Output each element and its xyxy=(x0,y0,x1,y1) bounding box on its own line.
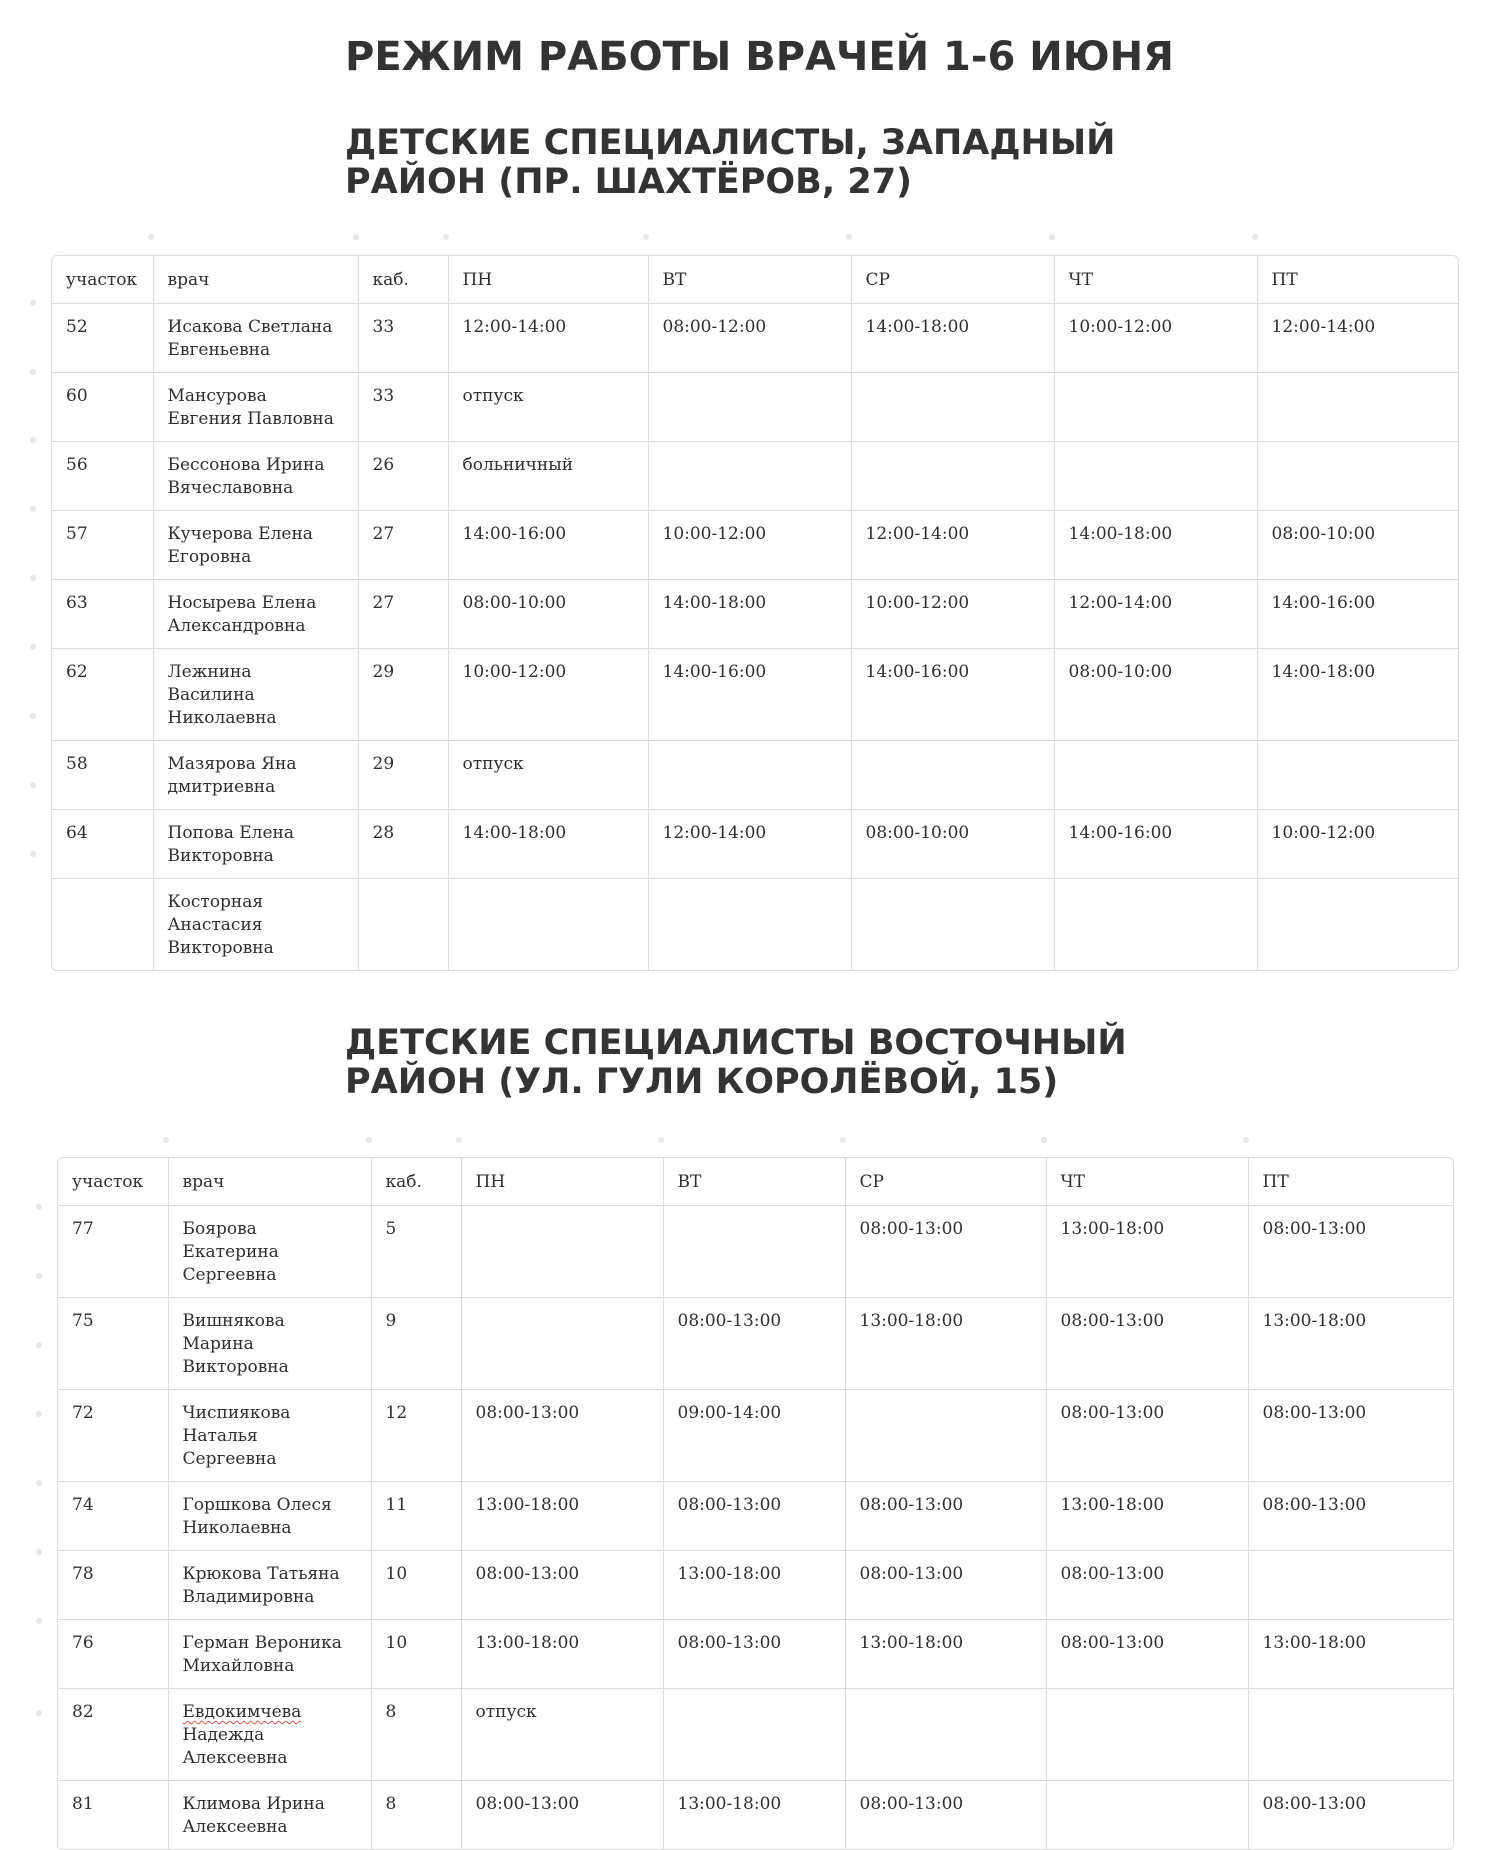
cell-sr: 08:00-13:00 xyxy=(845,1482,1046,1551)
cell-vrach: Вишнякова Марина Викторовна xyxy=(168,1298,371,1390)
cell-vt xyxy=(648,741,851,810)
cell-sr: 10:00-12:00 xyxy=(851,580,1054,649)
cell-vt: 08:00-12:00 xyxy=(648,304,851,373)
editor-handle-dot xyxy=(36,1480,42,1486)
cell-kab: 29 xyxy=(358,741,448,810)
column-header-uchastok: участок xyxy=(58,1158,168,1206)
section-heading-line: ДЕТСКИЕ СПЕЦИАЛИСТЫ, ЗАПАДНЫЙ xyxy=(345,123,1116,163)
editor-handle-dot xyxy=(30,851,36,857)
vrach-surname-misspelled: Евдокимчева xyxy=(182,1702,302,1722)
cell-cht xyxy=(1054,879,1257,971)
cell-cht: 13:00-18:00 xyxy=(1046,1206,1248,1298)
table-row xyxy=(52,580,1458,649)
vrach-name-rest: Надежда Алексеевна xyxy=(182,1725,288,1768)
column-header-cht: ЧТ xyxy=(1054,256,1257,304)
editor-handle-dot xyxy=(366,1137,372,1143)
column-header-vrach: врач xyxy=(168,1158,371,1206)
cell-pn: больничный xyxy=(448,442,648,511)
cell-pt: 08:00-13:00 xyxy=(1248,1206,1453,1298)
table-row xyxy=(52,304,1458,373)
editor-handle-dot xyxy=(1049,234,1055,240)
cell-pn: 10:00-12:00 xyxy=(448,649,648,741)
cell-vt: 08:00-13:00 xyxy=(663,1620,845,1689)
editor-handle-dot xyxy=(846,234,852,240)
cell-kab: 5 xyxy=(371,1206,461,1298)
cell-pn: отпуск xyxy=(461,1689,663,1781)
cell-cht: 10:00-12:00 xyxy=(1054,304,1257,373)
cell-pn: 08:00-13:00 xyxy=(461,1551,663,1620)
cell-sr xyxy=(851,879,1054,971)
cell-pt: 13:00-18:00 xyxy=(1248,1298,1453,1390)
editor-handle-dot xyxy=(36,1342,42,1348)
cell-pn: 13:00-18:00 xyxy=(461,1482,663,1551)
cell-sr: 14:00-18:00 xyxy=(851,304,1054,373)
table-row xyxy=(52,879,1458,971)
editor-handle-dot xyxy=(30,369,36,375)
cell-pn: отпуск xyxy=(448,373,648,442)
editor-handle-dot xyxy=(30,575,36,581)
cell-vt: 08:00-13:00 xyxy=(663,1482,845,1551)
editor-handle-dot xyxy=(456,1137,462,1143)
table-header-row xyxy=(58,1158,1453,1206)
cell-sr xyxy=(845,1689,1046,1781)
cell-cht xyxy=(1054,442,1257,511)
cell-pn: 14:00-16:00 xyxy=(448,511,648,580)
column-header-kab: каб. xyxy=(371,1158,461,1206)
editor-handle-dot xyxy=(643,234,649,240)
cell-kab: 33 xyxy=(358,304,448,373)
table-row xyxy=(58,1390,1453,1482)
cell-vrach xyxy=(168,1689,371,1781)
cell-pt xyxy=(1257,879,1458,971)
table-header-row xyxy=(52,256,1458,304)
table-row xyxy=(52,373,1458,442)
cell-cht: 08:00-13:00 xyxy=(1046,1390,1248,1482)
editor-handle-dot xyxy=(840,1137,846,1143)
cell-cht: 14:00-16:00 xyxy=(1054,810,1257,879)
cell-cht xyxy=(1054,373,1257,442)
cell-kab: 8 xyxy=(371,1689,461,1781)
cell-pn: 12:00-14:00 xyxy=(448,304,648,373)
cell-cht: 14:00-18:00 xyxy=(1054,511,1257,580)
column-header-kab: каб. xyxy=(358,256,448,304)
cell-cht: 12:00-14:00 xyxy=(1054,580,1257,649)
cell-sr: 14:00-16:00 xyxy=(851,649,1054,741)
editor-handle-dot xyxy=(353,234,359,240)
cell-kab: 27 xyxy=(358,580,448,649)
table-row xyxy=(58,1551,1453,1620)
cell-vt: 13:00-18:00 xyxy=(663,1781,845,1850)
cell-vrach: Герман Вероника Михайловна xyxy=(168,1620,371,1689)
cell-pt: 13:00-18:00 xyxy=(1248,1620,1453,1689)
editor-handle-dot xyxy=(30,300,36,306)
schedule-table-west xyxy=(52,256,1458,970)
editor-handle-dot xyxy=(1252,234,1258,240)
cell-vt xyxy=(648,879,851,971)
column-header-vt: ВТ xyxy=(648,256,851,304)
table-row xyxy=(58,1689,1453,1781)
section-heading-line: ДЕТСКИЕ СПЕЦИАЛИСТЫ ВОСТОЧНЫЙ xyxy=(345,1023,1127,1063)
cell-kab: 28 xyxy=(358,810,448,879)
cell-pt: 08:00-13:00 xyxy=(1262,1794,1367,1814)
editor-handle-dot xyxy=(36,1411,42,1417)
cell-pn: 08:00-13:00 xyxy=(461,1390,663,1482)
cell-sr xyxy=(851,442,1054,511)
cell-cht xyxy=(1046,1689,1248,1781)
editor-handle-dot xyxy=(36,1204,42,1210)
editor-handle-dot xyxy=(36,1618,42,1624)
cell-cht: 08:00-10:00 xyxy=(1054,649,1257,741)
table-row xyxy=(58,1781,1453,1850)
cell-kab: 29 xyxy=(358,649,448,741)
column-header-pn: ПН xyxy=(461,1158,663,1206)
cell-vt: 08:00-13:00 xyxy=(663,1298,845,1390)
cell-uchastok xyxy=(52,879,153,971)
table-row xyxy=(58,1620,1453,1689)
cell-vrach: Попова Елена Викторовна xyxy=(153,810,358,879)
editor-handle-dot xyxy=(36,1710,42,1716)
cell-sr: 12:00-14:00 xyxy=(851,511,1054,580)
table-row xyxy=(52,442,1458,511)
cell-vrach: Мазярова Яна дмитриевна xyxy=(153,741,358,810)
editor-handle-dot xyxy=(30,782,36,788)
column-header-cht: ЧТ xyxy=(1046,1158,1248,1206)
cell-pt xyxy=(1248,1689,1453,1781)
cell-uchastok: 76 xyxy=(58,1620,168,1689)
cell-pn xyxy=(461,1206,663,1298)
cell-pt: 08:00-13:00 xyxy=(1248,1482,1453,1551)
cell-pt: 14:00-18:00 xyxy=(1257,649,1458,741)
cell-pn: 14:00-18:00 xyxy=(448,810,648,879)
cell-pt: 12:00-14:00 xyxy=(1257,304,1458,373)
cell-kab: 9 xyxy=(371,1298,461,1390)
cell-pt: 08:00-13:00 xyxy=(1248,1390,1453,1482)
cell-pt xyxy=(1257,741,1458,810)
cell-sr xyxy=(851,741,1054,810)
schedule-table-east xyxy=(58,1158,1453,1849)
cell-cht xyxy=(1046,1781,1248,1850)
cell-vt: 12:00-14:00 xyxy=(648,810,851,879)
cell-sr: 08:00-13:00 xyxy=(845,1551,1046,1620)
cell-cht: 08:00-13:00 xyxy=(1046,1620,1248,1689)
editor-handle-dot xyxy=(30,644,36,650)
cell-uchastok: 60 xyxy=(52,373,153,442)
cell-sr: 08:00-13:00 xyxy=(845,1206,1046,1298)
cell-vrach: Кучерова Елена Егоровна xyxy=(153,511,358,580)
table-row xyxy=(58,1298,1453,1390)
cell-uchastok: 58 xyxy=(52,741,153,810)
cell-uchastok: 57 xyxy=(52,511,153,580)
table-row xyxy=(58,1206,1453,1298)
cell-vrach: Горшкова Олеся Николаевна xyxy=(168,1482,371,1551)
table-row xyxy=(58,1482,1453,1551)
cell-vt: 09:00-14:00 xyxy=(663,1390,845,1482)
cell-pt xyxy=(1257,442,1458,511)
cell-vt xyxy=(663,1689,845,1781)
column-header-vt: ВТ xyxy=(663,1158,845,1206)
schedule-table-east-container xyxy=(57,1157,1454,1850)
cell-pt: 08:00-10:00 xyxy=(1257,511,1458,580)
cell-sr xyxy=(851,373,1054,442)
section-heading-west xyxy=(345,124,1115,202)
cell-pn xyxy=(461,1298,663,1390)
cell-pt xyxy=(1257,373,1458,442)
cell-uchastok: 56 xyxy=(52,442,153,511)
editor-handle-dot xyxy=(1243,1137,1249,1143)
column-header-vrach: врач xyxy=(153,256,358,304)
cell-sr: 08:00-10:00 xyxy=(851,810,1054,879)
cell-kab: 33 xyxy=(358,373,448,442)
cell-sr xyxy=(845,1390,1046,1482)
editor-handle-dot xyxy=(443,234,449,240)
cell-pn: 13:00-18:00 xyxy=(461,1620,663,1689)
cell-pn xyxy=(448,879,648,971)
cell-uchastok: 52 xyxy=(52,304,153,373)
cell-vrach: Крюкова Татьяна Владимировна xyxy=(168,1551,371,1620)
table-row xyxy=(52,810,1458,879)
cell-uchastok: 78 xyxy=(58,1551,168,1620)
cell-vrach: Лежнина Василина Николаевна xyxy=(153,649,358,741)
cell-uchastok: 82 xyxy=(58,1689,168,1781)
cell-uchastok: 75 xyxy=(58,1298,168,1390)
table-row xyxy=(52,649,1458,741)
cell-uchastok: 77 xyxy=(58,1206,168,1298)
column-header-sr: СР xyxy=(851,256,1054,304)
cell-cht: 08:00-13:00 xyxy=(1046,1298,1248,1390)
cell-pn: 08:00-13:00 xyxy=(461,1781,663,1850)
cell-vt xyxy=(663,1206,845,1298)
editor-handle-dot xyxy=(30,437,36,443)
cell-vt xyxy=(648,373,851,442)
column-header-pt: ПТ xyxy=(1248,1158,1453,1206)
cell-kab: 26 xyxy=(358,442,448,511)
editor-handle-dot xyxy=(30,713,36,719)
cell-sr: 13:00-18:00 xyxy=(845,1298,1046,1390)
column-header-pn: ПН xyxy=(448,256,648,304)
schedule-table-west-container xyxy=(51,255,1459,971)
cell-pt xyxy=(1248,1551,1453,1620)
editor-handle-dot xyxy=(658,1137,664,1143)
cell-vrach: Косторная Анастасия Викторовна xyxy=(153,879,358,971)
table-row xyxy=(52,741,1458,810)
column-header-sr: СР xyxy=(845,1158,1046,1206)
cell-pn: 08:00-10:00 xyxy=(448,580,648,649)
cell-uchastok: 81 xyxy=(58,1781,168,1850)
cell-vrach: Боярова Екатерина Сергеевна xyxy=(168,1206,371,1298)
cell-vrach: Носырева Елена Александровна xyxy=(153,580,358,649)
cell-kab: 8 xyxy=(371,1781,461,1850)
editor-handle-dot xyxy=(163,1137,169,1143)
cell-vt: 14:00-18:00 xyxy=(648,580,851,649)
cell-uchastok: 63 xyxy=(52,580,153,649)
cell-kab: 27 xyxy=(358,511,448,580)
cell-vt xyxy=(648,442,851,511)
cell-kab: 10 xyxy=(371,1551,461,1620)
cell-pt: 10:00-12:00 xyxy=(1257,810,1458,879)
cell-sr: 13:00-18:00 xyxy=(845,1620,1046,1689)
cell-vrach: Климова Ирина Алексеевна xyxy=(168,1781,371,1850)
cell-cht: 08:00-13:00 xyxy=(1046,1551,1248,1620)
editor-handle-dot xyxy=(148,234,154,240)
table-row xyxy=(52,511,1458,580)
column-header-uchastok: участок xyxy=(52,256,153,304)
cell-sr: 08:00-13:00 xyxy=(845,1781,1046,1850)
cell-cht: 13:00-18:00 xyxy=(1046,1482,1248,1551)
section-heading-east xyxy=(345,1024,1127,1102)
cell-uchastok: 62 xyxy=(52,649,153,741)
cell-vt: 13:00-18:00 xyxy=(663,1551,845,1620)
cell-vrach: Исакова Светлана Евгеньевна xyxy=(153,304,358,373)
cell-kab: 12 xyxy=(371,1390,461,1482)
cell-kab: 11 xyxy=(371,1482,461,1551)
cell-uchastok: 72 xyxy=(58,1390,168,1482)
cell-pt: 14:00-16:00 xyxy=(1257,580,1458,649)
cell-vrach: Чиспиякова Наталья Сергеевна xyxy=(168,1390,371,1482)
cell-uchastok: 64 xyxy=(52,810,153,879)
cell-kab: 10 xyxy=(371,1620,461,1689)
column-header-pt: ПТ xyxy=(1257,256,1458,304)
cell-uchastok: 74 xyxy=(58,1482,168,1551)
editor-handle-dot xyxy=(30,506,36,512)
section-heading-line: РАЙОН (ПР. ШАХТЁРОВ, 27) xyxy=(345,162,913,202)
editor-handle-dot xyxy=(1041,1137,1047,1143)
section-heading-line: РАЙОН (УЛ. ГУЛИ КОРОЛЁВОЙ, 15) xyxy=(345,1062,1059,1102)
cell-vt: 14:00-16:00 xyxy=(648,649,851,741)
cell-kab xyxy=(358,879,448,971)
editor-handle-dot xyxy=(36,1549,42,1555)
editor-handle-dot xyxy=(36,1273,42,1279)
cell-vt: 10:00-12:00 xyxy=(648,511,851,580)
cell-vrach: Бессонова Ирина Вячеславовна xyxy=(153,442,358,511)
cell-pn: отпуск xyxy=(448,741,648,810)
page-title: РЕЖИМ РАБОТЫ ВРАЧЕЙ 1-6 ИЮНЯ xyxy=(345,34,1174,80)
cell-vrach: Мансурова Евгения Павловна xyxy=(153,373,358,442)
cell-cht xyxy=(1054,741,1257,810)
